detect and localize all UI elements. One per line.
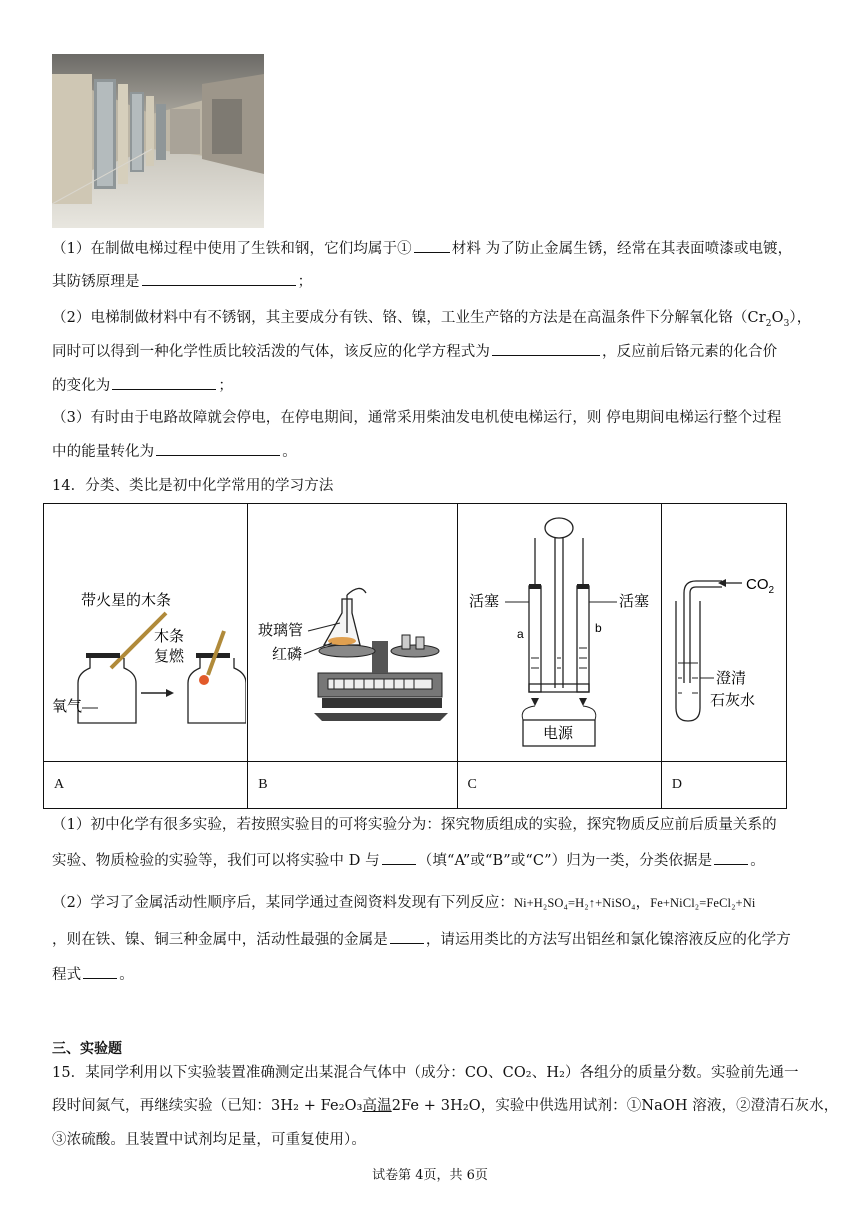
q15-l2a: 段时间氮气，再继续实验（已知：3H₂ + Fe₂O₃	[52, 1098, 363, 1114]
q13-part3-line1	[52, 408, 824, 428]
experiment-table	[43, 503, 787, 809]
q13-p2e: ，反应前后铬元素的化合价	[602, 344, 778, 360]
answer-blank[interactable]	[414, 238, 450, 253]
label-power: 电源	[543, 723, 574, 742]
q13-p1a: （1）在制做电梯过程中使用了生铁和钢，它们均属于①	[52, 241, 412, 257]
equation-1: Ni+H₂SO₄=H₂↑+NiSO₄	[513, 896, 636, 910]
label-red-phosphorus: 红磷	[272, 644, 303, 663]
q13-part1-line1	[52, 238, 824, 259]
q14-p2e: 。	[119, 967, 134, 983]
label-cell-a: A	[44, 762, 248, 809]
label-a: a	[517, 626, 524, 641]
answer-blank[interactable]	[142, 271, 296, 286]
page-footer: 试卷第 4页，共 6页	[372, 1168, 488, 1183]
elevator-photo	[52, 54, 264, 228]
q13-p2g: ；	[218, 378, 234, 394]
label-stopcock-right: 活塞	[619, 591, 650, 610]
experiment-d-cell	[661, 504, 786, 762]
q15-line1: 15．某同学利用以下实验装置准确测定出某混合气体中（成分：CO、CO₂、H₂）各组分的质量分数。实验前先通一	[52, 1065, 799, 1081]
q13-p2b: O	[771, 310, 784, 326]
q14-part2-line1: （2）学习了金属活动性顺序后，某同学通过查阅资料发现有下列反应：Ni+H₂SO₄=H₂↑+NiSO₄，Fe+NiCl₂=FeCl₂+Ni	[52, 895, 756, 911]
q13-p2d: 同时可以得到一种化学性质比较活泼的气体，该反应的化学方程式为	[52, 344, 490, 360]
oxygen-test-diagram	[46, 533, 246, 733]
label-cell-c: C	[457, 762, 661, 809]
experiment-b-cell	[248, 504, 457, 762]
answer-blank[interactable]	[112, 375, 216, 390]
q13-p2a: （2）电梯制做材料中有不锈钢，其主要成分有铁、铬、镍，工业生产铬的方法是在高温条件下分解氧化铬（Cr	[52, 310, 766, 326]
q15-line3: ③浓硫酸。且装置中试剂均足量，可重复使用）。	[52, 1132, 366, 1148]
q14-part2-line3	[52, 964, 824, 985]
q14-part2-line2	[52, 929, 824, 950]
q14-p1b: 实验、物质检验的实验等，我们可以将实验中 D 与	[52, 853, 380, 869]
label-stopcock-left: 活塞	[469, 591, 500, 610]
electrolysis-diagram	[459, 508, 659, 758]
balance-diagram	[252, 533, 452, 733]
answer-blank[interactable]	[714, 850, 748, 865]
q13-p2c: ），	[789, 310, 812, 326]
q13-p1b: 材料 为了防止金属生锈，经常在其表面喷漆或电镀，	[451, 241, 793, 257]
q13-part3-line2	[52, 441, 824, 462]
q13-p1d: ；	[297, 274, 313, 290]
q14-part1-line1: （1）初中化学有很多实验，若按照实验目的可将实验分为：探究物质组成的实验，探究物质反应前后质量关系的	[52, 817, 777, 833]
q14-p2b: ，则在铁、镍、铜三种金属中，活动性最强的金属是	[52, 932, 388, 948]
q13-part1-line2	[52, 271, 824, 292]
limewater-test-diagram	[664, 533, 784, 733]
experiment-c-cell	[457, 504, 661, 762]
answer-blank[interactable]	[156, 441, 280, 456]
answer-blank[interactable]	[382, 850, 416, 865]
q13-part2-line3	[52, 375, 824, 396]
label-glowing-stick: 带火星的木条	[80, 590, 171, 609]
answer-blank[interactable]	[390, 929, 424, 944]
label-co2: $CO_2$	[745, 575, 774, 596]
q15-l2c: 2Fe + 3H₂O，实验中供选用试剂：①NaOH 溶液，②澄清石灰水，	[391, 1098, 839, 1114]
q13-p3a: （3）有时由于电路故障就会停电，在停电期间，通常采用柴油发电机使电梯运行，则 停电期间电梯运行整个过程	[52, 410, 782, 426]
q13-p1c: 其防锈原理是	[52, 274, 140, 290]
label-glass-tube: 玻璃管	[258, 620, 304, 639]
q13-p2f: 的变化为	[52, 378, 111, 394]
q14-p1d: 。	[750, 853, 765, 869]
q13-p3c: 。	[282, 444, 297, 460]
q13-part2-line2	[52, 341, 824, 362]
label-cell-b: B	[248, 762, 457, 809]
answer-blank[interactable]	[492, 341, 600, 356]
section-heading: 三、实验题	[52, 1041, 122, 1057]
label-oxygen: 氧气	[51, 696, 82, 715]
q13-p3b: 中的能量转化为	[52, 444, 155, 460]
experiment-a-cell	[44, 504, 248, 762]
q14-p2a: （2）学习了金属活动性顺序后，某同学通过查阅资料发现有下列反应：	[52, 895, 514, 911]
label-reignite: 复燃	[153, 646, 184, 665]
answer-blank[interactable]	[83, 964, 117, 979]
q14-title: 14．分类、类比是初中化学常用的学习方法	[52, 478, 334, 494]
q14-p2d: 程式	[52, 967, 82, 983]
label-cell-d: D	[661, 762, 786, 809]
label-clear: 澄清	[715, 668, 746, 687]
label-b: b	[595, 620, 602, 635]
label-stick: 木条	[153, 626, 184, 645]
q14-p2c: ，请运用类比的方法写出铝丝和氯化镍溶液反应的化学方	[425, 932, 791, 948]
q14-part1-line2	[52, 850, 824, 871]
label-limewater: 石灰水	[709, 690, 755, 709]
q13-part2-line1: （2）电梯制做材料中有不锈钢，其主要成分有铁、铬、镍，工业生产铬的方法是在高温条件下分解氧化铬$(Cr_2O_3)$，	[52, 310, 812, 329]
q15-line2	[52, 1096, 839, 1116]
equation-2: Fe+NiCl₂=FeCl₂+Ni	[650, 896, 756, 910]
condition-high-temp: 高温	[362, 1098, 392, 1114]
q14-p1c: （填“A”或“B”或“C”）归为一类，分类依据是	[417, 853, 713, 869]
